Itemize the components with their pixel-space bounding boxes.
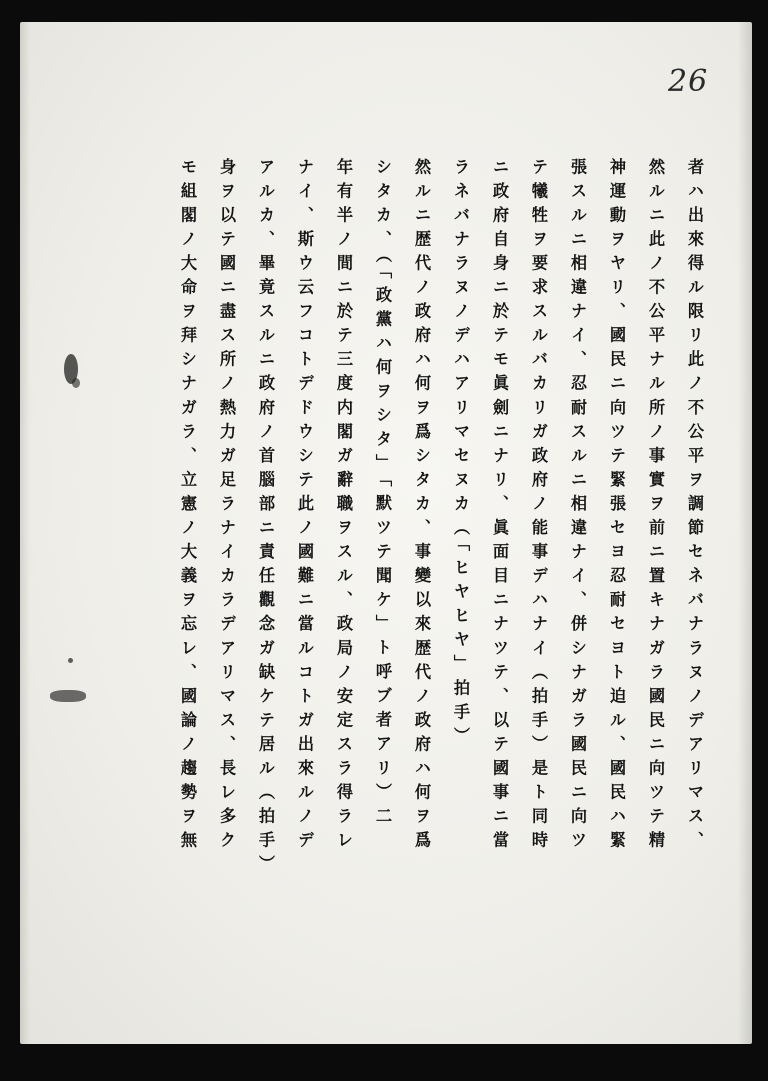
text-column: 然ルニ此ノ不公平ナル所ノ事實ヲ前ニ置キナガラ國民ニ向ツテ精 — [646, 158, 665, 856]
text-column: ラネバナラヌノデハアリマセヌカ（「ヒヤヒヤ」拍手） — [451, 158, 470, 752]
paper-edge-shadow-left — [20, 22, 30, 1044]
text-column: 然ルニ歴代ノ政府ハ何ヲ爲シタカ、事變以來歴代ノ政府ハ何ヲ爲 — [412, 158, 431, 856]
text-column: 者ハ出來得ル限リ此ノ不公平ヲ調節セネバナラヌノデアリマス、 — [685, 158, 704, 856]
text-column: アルカ、畢竟スルニ政府ノ首腦部ニ責任觀念ガ缺ケテ居ル（拍手） — [256, 158, 275, 880]
text-column: シタカ、（「政黨ハ何ヲシタ」「默ツテ聞ケ」ト呼ブ者アリ）二 — [373, 158, 392, 832]
ink-blot — [68, 658, 73, 663]
text-column: 張スルニ相違ナイ、忍耐スルニ相違ナイ、併シナガラ國民ニ向ツ — [568, 158, 587, 856]
text-column: テ犧牲ヲ要求スルバカリガ政府ノ能事デハナイ（拍手）是ト同時 — [529, 158, 548, 856]
text-column: ニ政府自身ニ於テモ眞劍ニナリ、眞面目ニナツテ、以テ國事ニ當 — [490, 158, 509, 856]
text-column: 身ヲ以テ國ニ盡ス所ノ熱力ガ足ラナイカラデアリマス、長レ多ク — [217, 158, 236, 856]
page-number: 26 — [668, 64, 709, 99]
ink-blot — [50, 690, 86, 702]
paper-edge-shadow-right — [738, 22, 752, 1044]
text-column: 神運動ヲヤリ、國民ニ向ツテ緊張セヨ忍耐セヨト迫ル、國民ハ緊 — [607, 158, 626, 856]
text-column: 年有半ノ間ニ於テ三度内閣ガ辭職ヲスル、政局ノ安定スラ得ラレ — [334, 158, 353, 856]
text-column: ナイ、斯ウ云フコトデドウシテ此ノ國難ニ當ルコトガ出來ルノデ — [295, 158, 314, 856]
text-column: モ組閣ノ大命ヲ拜シナガラ、立憲ノ大義ヲ忘レ、國論ノ趨勢ヲ無 — [178, 158, 197, 856]
ink-blot — [72, 378, 80, 388]
